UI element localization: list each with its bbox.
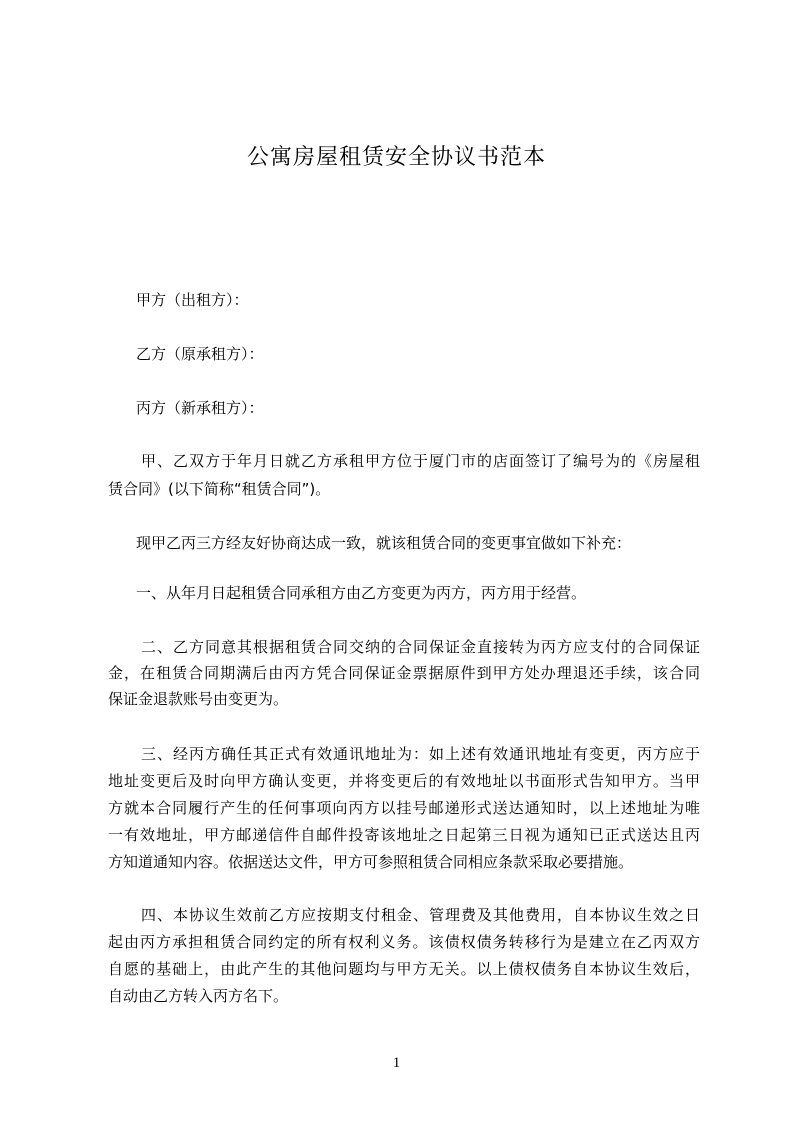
paragraph-line: 起由丙方承担租赁合同约定的所有权利义务。该债权债务转移行为是建立在乙丙双方: [108, 933, 700, 951]
preamble-line: 现甲乙丙三方经友好协商达成一致，就该租赁合同的变更事宜做如下补充：: [136, 534, 632, 552]
paragraph-line: 保证金退款账号由变更为。: [108, 690, 289, 708]
paragraph-line: 自动由乙方转入丙方名下。: [108, 987, 289, 1005]
document-title: 公寓房屋租赁安全协议书范本: [246, 145, 546, 170]
paragraph-line: 地址变更后及时向甲方确认变更，并将变更后的有效地址以书面形式告知甲方。当甲: [108, 772, 700, 790]
paragraph-line: 金，在租赁合同期满后由丙方凭合同保证金票据原件到甲方处办理退还手续，该合同: [108, 664, 700, 682]
paragraph-line: 方知道通知内容。依据送达文件，甲方可参照租赁合同相应条款采取必要措施。: [108, 853, 634, 871]
party-a-line: 甲方（出租方）：: [136, 291, 249, 309]
paragraph-line: 自愿的基础上，由此产生的其他问题均与甲方无关。以上债权债务自本协议生效后，: [108, 960, 700, 978]
paragraph-line: 甲、乙双方于年月日就乙方承租甲方位于厦门市的店面签订了编号为的《房屋租: [141, 452, 700, 470]
paragraph-line: 三、经丙方确任其正式有效通讯地址为：如上述有效通讯地址有变更，丙方应于: [141, 745, 700, 763]
party-b-line: 乙方（原承租方）：: [136, 345, 264, 363]
paragraph-line: 二、乙方同意其根据租赁合同交纳的合同保证金直接转为丙方应支付的合同保证: [141, 638, 700, 656]
paragraph-line: 赁合同》(以下简称“租赁合同”)。: [108, 480, 331, 498]
page-number: 1: [392, 1055, 401, 1071]
paragraph-line: 方就本合同履行产生的任何事项向丙方以挂号邮递形式送达通知时，以上述地址为唯: [108, 799, 700, 817]
paragraph-line: 四、本协议生效前乙方应按期支付租金、管理费及其他费用，自本协议生效之日: [141, 906, 700, 924]
party-c-line: 丙方（新承租方）：: [136, 399, 264, 417]
paragraph-line: 一有效地址，甲方邮递信件自邮件投寄该地址之日起第三日视为通知已正式送达且丙: [108, 826, 700, 844]
clause-1-line: 一、从年月日起租赁合同承租方由乙方变更为丙方，丙方用于经营。: [136, 584, 587, 602]
